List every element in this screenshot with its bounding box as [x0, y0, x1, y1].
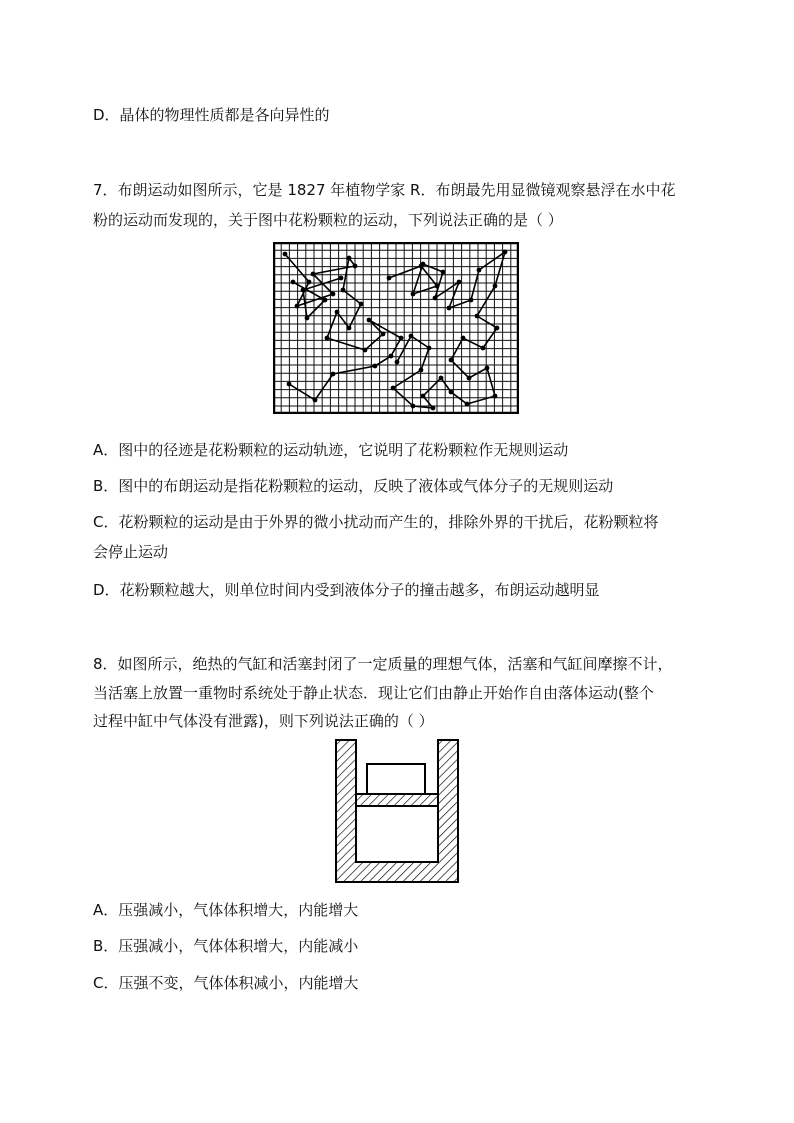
particle-dot [435, 284, 440, 289]
particle-dot [421, 262, 426, 267]
particle-dot [431, 406, 436, 411]
particle-dot [503, 250, 508, 255]
particle-dot [359, 302, 364, 307]
particle-dot [391, 386, 396, 391]
q6-option-d: D．晶体的物理性质都是各向异性的 [93, 106, 330, 124]
particle-dot [287, 382, 292, 387]
particle-dot [449, 358, 454, 363]
particle-dot [449, 390, 454, 395]
particle-dot [373, 364, 378, 369]
particle-dot [331, 292, 336, 297]
particle-dot [419, 368, 424, 373]
particle-dot [387, 276, 392, 281]
particle-dot [467, 376, 472, 381]
cylinder-wall [336, 740, 458, 882]
particle-dot [347, 256, 352, 261]
particle-dot [411, 292, 416, 297]
particle-dot [421, 394, 426, 399]
q7-option-c-line1: C．花粉颗粒的运动是由于外界的微小扰动而产生的，排除外界的干扰后，花粉颗粒将 [93, 513, 659, 531]
piston [356, 794, 438, 806]
particle-dot [493, 284, 498, 289]
particle-dot [481, 346, 486, 351]
particle-dot [411, 404, 416, 409]
particle-dot [399, 336, 404, 341]
q7-option-d: D．花粉颗粒越大，则单位时间内受到液体分子的撞击越多，布朗运动越明显 [93, 581, 600, 599]
particle-dot [461, 336, 466, 341]
particle-dot [457, 280, 462, 285]
q7-stem-line2: 粉的运动而发现的，关于图中花粉颗粒的运动，下列说法正确的是（ ） [93, 211, 563, 229]
particle-dot [311, 272, 316, 277]
particle-dot [367, 318, 372, 323]
particle-dot [477, 268, 482, 273]
particle-dot [305, 316, 310, 321]
q7-option-a: A．图中的径迹是花粉颗粒的运动轨迹，它说明了花粉颗粒作无规则运动 [93, 441, 569, 459]
q8-option-b: B．压强减小，气体体积增大，内能减小 [93, 937, 359, 955]
particle-dot [295, 304, 300, 309]
particle-dot [465, 402, 470, 407]
particle-dot [335, 310, 340, 315]
particle-path-1 [285, 254, 401, 400]
weight-block [367, 764, 425, 794]
particle-dot [447, 306, 452, 311]
brownian-motion-figure [273, 242, 519, 414]
particle-dot [331, 372, 336, 377]
cylinder-piston-figure [334, 738, 460, 884]
q7-stem-line1: 7．布朗运动如图所示，它是 1827 年植物学家 R．布朗最先用显微镜观察悬浮在水中花 [93, 181, 676, 199]
particle-dot [313, 398, 318, 403]
particle-dot [381, 332, 386, 337]
particle-dot [469, 298, 474, 303]
q7-option-b: B．图中的布朗运动是指花粉颗粒的运动，反映了液体或气体分子的无规则运动 [93, 477, 614, 495]
particle-dot [495, 326, 500, 331]
particle-dot [409, 334, 414, 339]
particle-dot [353, 264, 358, 269]
particle-dot [485, 366, 490, 371]
q7-option-c-line2: 会停止运动 [93, 543, 169, 561]
particle-dot [323, 298, 328, 303]
particle-dot [493, 394, 498, 399]
particle-dot [291, 280, 296, 285]
particle-dot [301, 288, 306, 293]
particle-dot [389, 354, 394, 359]
particle-dot [347, 326, 352, 331]
particle-dot [307, 280, 312, 285]
particle-dot [433, 296, 438, 301]
particle-dot [341, 288, 346, 293]
particle-dot [427, 346, 432, 351]
q8-stem-line2: 当活塞上放置一重物时系统处于静止状态．现让它们由静止开始作自由落体运动(整个 [93, 684, 654, 702]
particle-dot [283, 252, 288, 257]
particle-dot [475, 314, 480, 319]
particle-dot [441, 270, 446, 275]
particle-dot [339, 276, 344, 281]
particle-dot [363, 348, 368, 353]
q8-stem-line1: 8．如图所示，绝热的气缸和活塞封闭了一定质量的理想气体，活塞和气缸间摩擦不计， [93, 655, 673, 673]
particle-dot [325, 336, 330, 341]
particle-dot [395, 360, 400, 365]
q8-stem-line3: 过程中缸中气体没有泄露)，则下列说法正确的（ ） [93, 712, 434, 730]
q8-option-a: A．压强减小，气体体积增大，内能增大 [93, 901, 359, 919]
particle-dot [439, 376, 444, 381]
particle-path-2 [389, 252, 505, 408]
q8-option-c: C．压强不变，气体体积减小，内能增大 [93, 974, 359, 992]
